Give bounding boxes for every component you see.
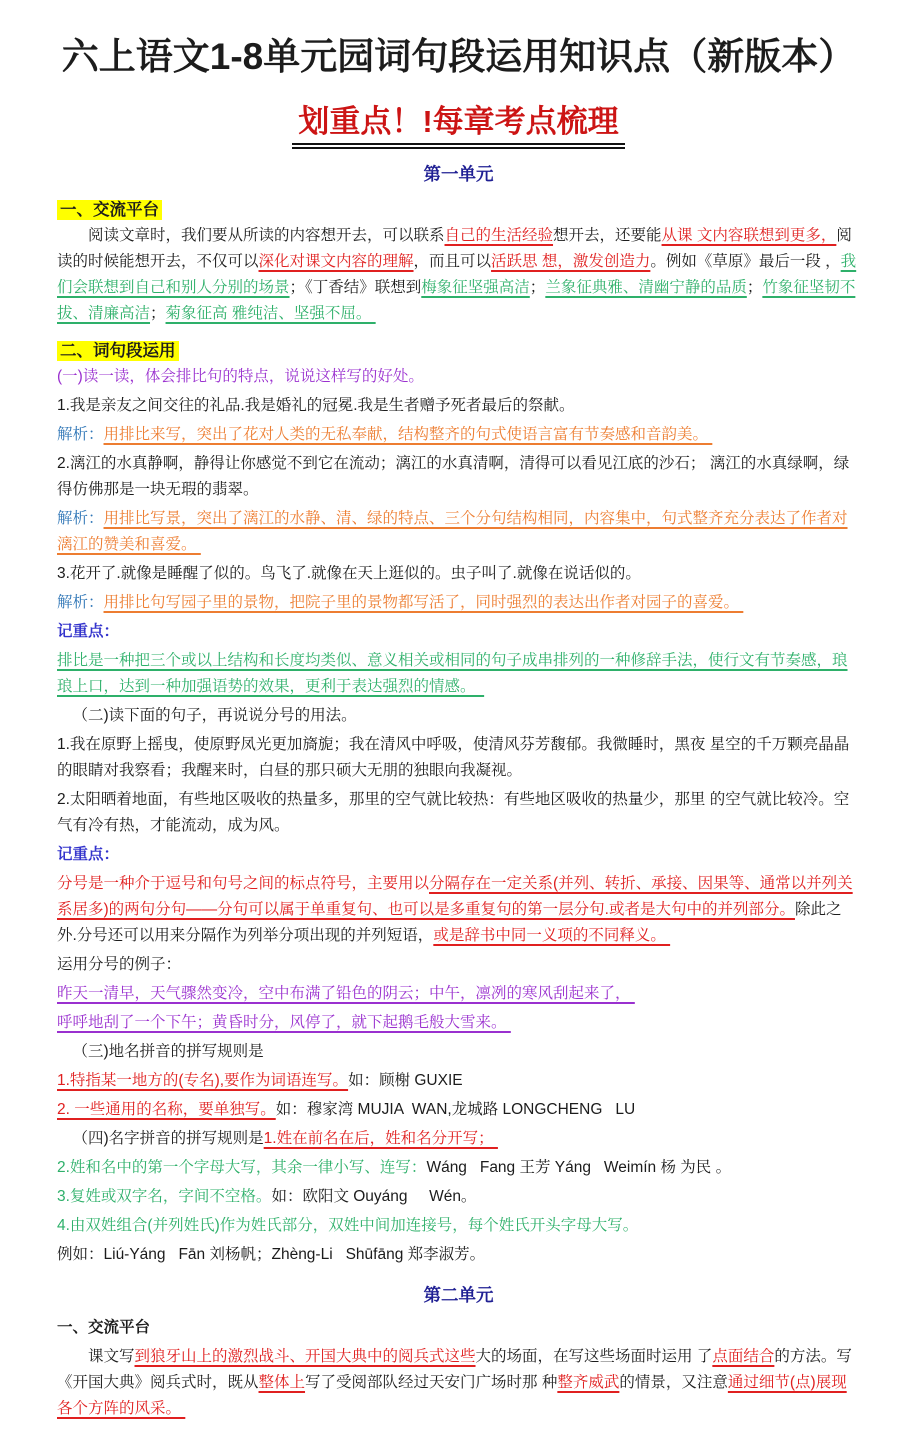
paragraph [57,871,860,949]
text-segment: （三)地名拼音的拼写规则是 [72,1043,264,1061]
text-segment: 整体上 [258,1374,306,1392]
doc-subtitle [57,96,860,141]
text-segment: ； [746,279,763,297]
text-segment: 如：顾榭 GUXIE [348,1072,463,1090]
paragraph [57,1126,860,1152]
unit-heading [57,1282,860,1307]
paragraph [57,1213,860,1239]
paragraph [57,1039,860,1065]
paragraph [57,223,860,327]
text-segment: 二、词句段运用 [57,341,179,361]
paragraph [57,787,860,839]
text-segment: 兰象征典雅、清幽宁静的品质 [545,279,747,297]
text-segment: 整齐威武 [557,1374,620,1392]
text-segment: 点面结合 [712,1348,775,1366]
text-segment: 自己的生活经验 [444,227,554,245]
text-segment: 排比是一种把三个或以上结构和长度均类似、意义相关或相同的句子成串排列的一种修辞手法，使行文有节奏感，琅琅上口，达到一种加强语势的效果，更利于表达强烈的情感。 [57,652,848,696]
paragraph [57,981,860,1007]
paragraph [57,703,860,729]
text-segment: 六上语文1-8单元园词句段运用知识点（新版本） [61,36,856,77]
text-segment: 1.我是亲友之间交往的礼品.我是婚礼的冠冕.我是生者赠予死者最后的祭献。 [57,397,575,415]
text-segment: 课文写 [88,1348,135,1366]
paragraph [57,732,860,784]
text-segment: 解析： [57,594,104,612]
text-segment: 第一单元 [423,164,494,185]
paragraph [57,648,860,700]
text-segment: ； [529,279,546,297]
text-segment: 2. 一些通用的名称，要单独写。 [57,1101,276,1119]
text-segment: 的方法。写《开国大典》阅兵式时，既从 [57,1348,852,1392]
text-segment: 用排比来写，突出了花对人类的无私奉献，结构整齐的句式使语言富有节奏感和音韵美。 [103,426,713,444]
paragraph [57,842,860,868]
text-segment: 大的场面，在写这些场面时运用 了 [475,1348,713,1366]
text-segment: 呼呼地刮了一个下午；黄昏时分，风停了，就下起鹅毛般大雪来。 [57,1014,511,1032]
paragraph [57,561,860,587]
text-segment: ；《丁香结》联想到 [289,279,422,297]
text-segment: 昨天一清早，天气骤然变冷，空中布满了铅色的阴云；中午，凛冽的寒风刮起来了， [57,985,635,1003]
text-segment: 梅象征坚强高洁 [421,279,530,297]
text-segment: 2.太阳晒着地面，有些地区吸收的热量多，那里的空气就比较热：有些地区吸收的热量少，那里 的空气就比较冷。空气有冷有热，才能流动，成为风。 [57,791,850,835]
highlighted-section-heading [57,196,860,220]
text-segment: 第二单元 [423,1285,494,1306]
text-segment: 菊象征高 雅纯洁、坚强不屈。 [165,305,376,323]
paragraph [57,1344,860,1422]
paragraph [57,1315,860,1341]
text-segment: 活跃思 想，激发创造力 [491,253,651,271]
text-segment: 划重点！!每章考点梳理 [292,104,624,149]
text-segment: 1.姓在前名在后，姓和名分开写； [263,1130,498,1148]
paragraph [57,1097,860,1123]
text-segment: 如：欧阳文 Ouyáng Wén。 [271,1188,477,1206]
paragraph [57,1155,860,1181]
highlighted-section-heading [57,337,860,361]
text-segment: （四)名字拼音的拼写规则是 [72,1130,264,1148]
paragraph [57,506,860,558]
paragraph [57,364,860,390]
paragraph [57,590,860,616]
text-segment: 的情景，又注意 [619,1374,728,1392]
text-segment: 阅读的时候能想开去，不仅可以 [57,227,852,271]
text-segment: 1.特指某一地方的(专名),要作为词语连写。 [57,1072,349,1090]
paragraph [57,1242,860,1268]
paragraph [57,952,860,978]
paragraph [57,451,860,503]
paragraph [57,1068,860,1094]
paragraph [57,619,860,645]
text-segment: 从课 文内容联想到更多， [661,227,837,245]
text-segment: 3.复姓或双字名，字间不空格。 [57,1188,272,1206]
text-segment: 3.花开了.就像是睡醒了似的。鸟飞了.就像在天上逛似的。虫子叫了.就像在说话似的。 [57,565,641,583]
text-segment: 运用分号的例子： [57,956,182,974]
text-segment: 。例如《草原》最后一段 ， [650,253,841,271]
text-segment: 记重点： [57,846,120,864]
text-segment: 用排比写景，突出了漓江的水静、清、绿的特点、三个分句结构相同，内容集中，句式整齐充分表达了作者对漓江的赞美和喜爱。 [57,510,848,554]
text-segment: 如：穆家湾 MUJIA WAN,龙城路 LONGCHENG LU [275,1101,636,1119]
text-segment: ，而且可以 [413,253,492,271]
text-segment: (一)读一读，体会排比句的特点，说说这样写的好处。 [57,368,424,386]
text-segment: 例如：Liú-Yáng Fān 刘杨帆；Zhèng-Li Shūfāng 郑李淑芳。 [57,1246,486,1264]
text-segment: 到狼牙山上的激烈战斗、开国大典中的阅兵式这些 [134,1348,476,1366]
text-segment: 竹象征坚韧不拔、清廉高洁 [57,279,856,323]
text-segment: 记重点： [57,623,120,641]
text-segment: 一、交流平台 [57,200,162,220]
text-segment: 或是辞书中同一义项的不同释义。 [433,927,671,945]
text-segment: 通过细节(点)展现各个方阵的风采。 [57,1374,847,1418]
text-segment: 分隔存在一定关系(并列、转折、承接、因果等、通常以并列关系居多)的两句分句——分句可以属于单重复句、也可以是多重复句的第一层分句.或者是大句中的并列部分。 [57,875,853,919]
text-segment: ； [150,305,166,323]
text-segment: 4.由双姓组合(并列姓氏)作为姓氏部分，双姓中间加连接号，每个姓氏开头字母大写。 [57,1217,639,1235]
text-segment: 想开去，还要能 [553,227,662,245]
text-segment: Wáng Fang 王芳 Yáng Weimín 杨 为民 。 [426,1159,732,1177]
text-segment: 写了受阅部队经过天安门广场时那 种 [305,1374,558,1392]
paragraph [57,1184,860,1210]
text-segment: 2.姓和名中的第一个字母大写，其余一律小写、连写： [57,1159,427,1177]
text-segment: 除此之外.分号还可以用来分隔作为列举分项出现的并列短语， [57,901,842,945]
text-segment: 1.我在原野上摇曳，使原野凤光更加旖旎；我在清风中呼吸，使清风芬芳馥郁。我微睡时，黑夜 星空的千万颗亮晶晶的眼睛对我察看；我醒来时，白昼的那只硕大无朋的独眼向我凝视。 [57,736,850,780]
text-segment: 一、交流平台 [57,1319,151,1337]
paragraph [57,1010,860,1036]
text-segment: 2.漓江的水真静啊，静得让你感觉不到它在流动；漓江的水真清啊，清得可以看见江底的沙石； 漓江的水真绿啊，绿得仿佛那是一块无瑕的翡翠。 [57,455,850,499]
text-segment: 解析： [57,510,104,528]
doc-title [57,34,860,80]
unit-heading [57,161,860,186]
text-segment: 深化对课文内容的理解 [258,253,414,271]
text-segment: 阅读文章时，我们要从所读的内容想开去，可以联系 [88,227,445,245]
text-segment: 解析： [57,426,104,444]
text-segment: 我们会联想到自己和别人分别的场景 [57,253,857,297]
paragraph [57,393,860,419]
paragraph [57,422,860,448]
text-segment: 用排比句写园子里的景物，把院子里的景物都写活了，同时强烈的表达出作者对园子的喜爱。 [103,594,744,612]
text-segment: 分号是一种介于逗号和句号之间的标点符号，主要用以 [57,875,430,893]
text-segment: （二)读下面的句子，再说说分号的用法。 [72,707,357,725]
